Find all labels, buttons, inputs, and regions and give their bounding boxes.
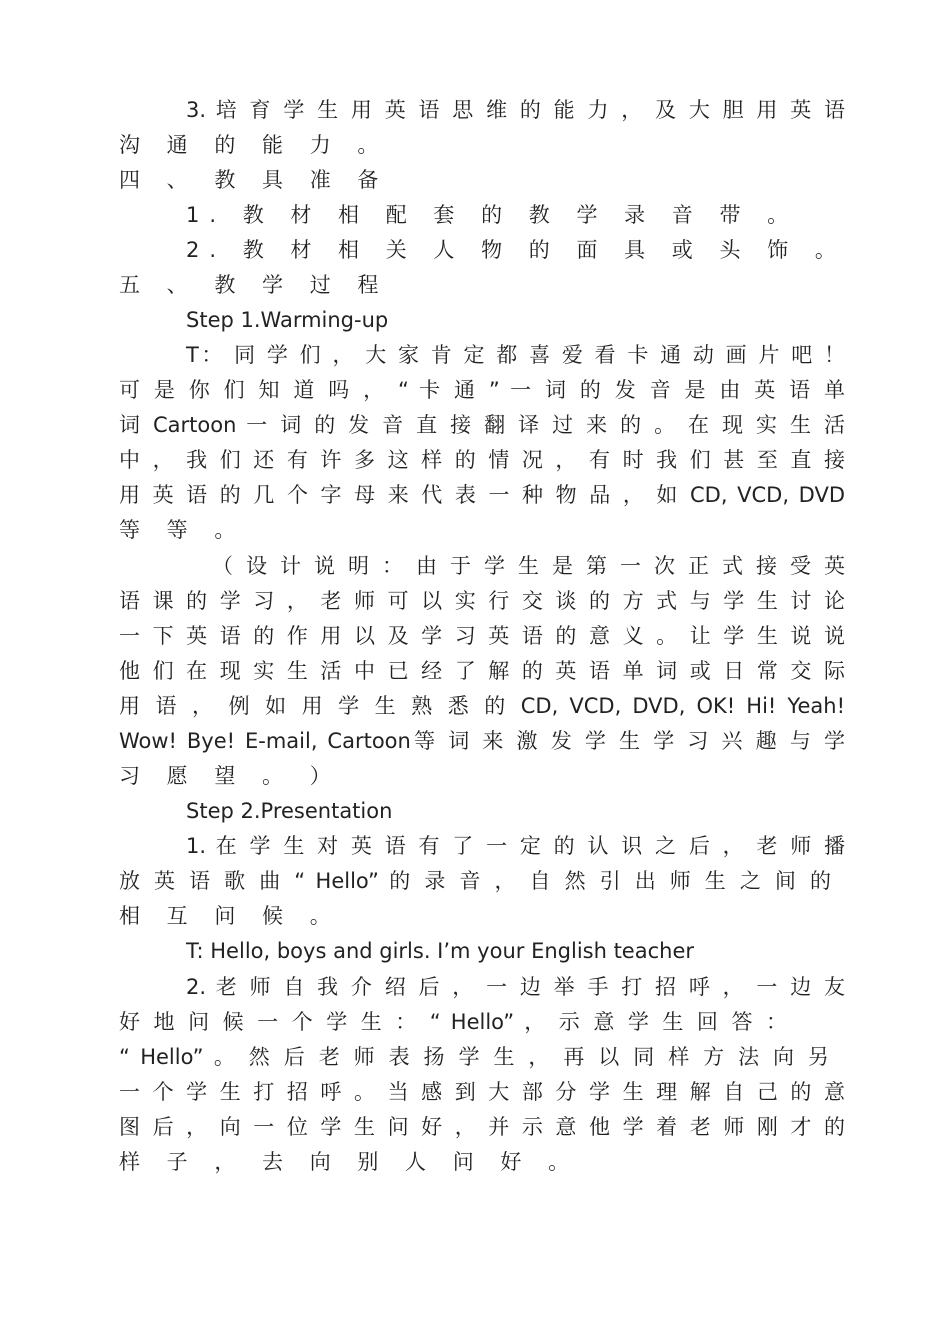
text-line: 2. 教 材 相 关 人 物 的 面 具 或 头 饰 。 [186,238,846,262]
text-line: T: Hello, boys and girls. I’m your English teacher [186,939,695,963]
text-line: 3. 培 育 学 生 用 英 语 思 维 的 能 力 ， 及 大 胆 用 英 语 [186,98,845,122]
text-line: 图 后 ， 向 一 位 学 生 问 好 ， 并 示 意 他 学 着 老 师 刚 才 的 [119,1115,845,1139]
text-line: 语 课 的 学 习 ， 老 师 可 以 实 行 交 谈 的 方 式 与 学 生 讨 论 [119,589,845,613]
text-line: 1. 在 学 生 对 英 语 有 了 一 定 的 认 识 之 后 ， 老 师 播 [186,834,845,858]
text-line: 中 ， 我 们 还 有 许 多 这 样 的 情 况 ， 有 时 我 们 甚 至 直 接 [119,448,845,472]
step-heading: Step 1.Warming-up [186,308,389,332]
text-line: “ Hello” 。 然 后 老 师 表 扬 学 生 ， 再 以 同 样 方 法 向 另 [119,1045,829,1069]
text-line: 一 个 学 生 打 招 呼 。 当 感 到 大 部 分 学 生 理 解 自 己 的 意 [119,1080,845,1104]
text-line: 词 Cartoon 一 词 的 发 音 直 接 翻 译 过 来 的 。 在 现 实 生 活 [119,413,845,437]
text-line: 等 等 。 [119,518,246,542]
step-heading: Step 2.Presentation [186,799,393,823]
section-heading: 四 、 教 具 准 备 [119,168,389,192]
text-line: 2. 老 师 自 我 介 绍 后 ， 一 边 举 手 打 招 呼 ， 一 边 友 [186,975,845,999]
text-line: 样 子 ， 去 向 别 人 问 好 。 [119,1150,580,1174]
text-line: 一 下 英 语 的 作 用 以 及 学 习 英 语 的 意 义 。 让 学 生 说 说 [119,624,845,648]
text-line: 1. 教 材 相 配 套 的 教 学 录 音 带 。 [186,203,799,227]
text-line: 相 互 问 候 。 [119,904,341,928]
text-line: T： 同 学 们 ， 大 家 肯 定 都 喜 爱 看 卡 通 动 画 片 吧 ！ [186,343,845,367]
text-line: 可 是 你 们 知 道 吗 ， “ 卡 通 ” 一 词 的 发 音 是 由 英 语 单 [119,378,845,402]
text-line: 放 英 语 歌 曲 “ Hello” 的 录 音 ， 自 然 引 出 师 生 之 间 的 [119,869,831,893]
text-line: 好 地 问 候 一 个 学 生 ： “ Hello” ， 示 意 学 生 回 答 ： [119,1010,787,1034]
text-line: （ 设 计 说 明 ： 由 于 学 生 是 第 一 次 正 式 接 受 英 [212,554,845,578]
text-line: 他 们 在 现 实 生 活 中 已 经 了 解 的 英 语 单 词 或 日 常 交 际 [119,659,845,683]
text-line: 用 语 ， 例 如 用 学 生 熟 悉 的 CD, VCD, DVD, OK! Hi! Yeah! [119,694,845,718]
text-line: 沟 通 的 能 力 。 [119,133,389,157]
text-line: 习 愿 望 。 ） [119,764,341,788]
section-heading: 五 、 教 学 过 程 [119,273,389,297]
text-line: 用 英 语 的 几 个 字 母 来 代 表 一 种 物 品 ， 如 CD, VCD, DVD [119,483,845,507]
text-line: Wow! Bye! E-mail, Cartoon等 词 来 激 发 学 生 学 习 兴 趣 与 学 [119,729,845,753]
